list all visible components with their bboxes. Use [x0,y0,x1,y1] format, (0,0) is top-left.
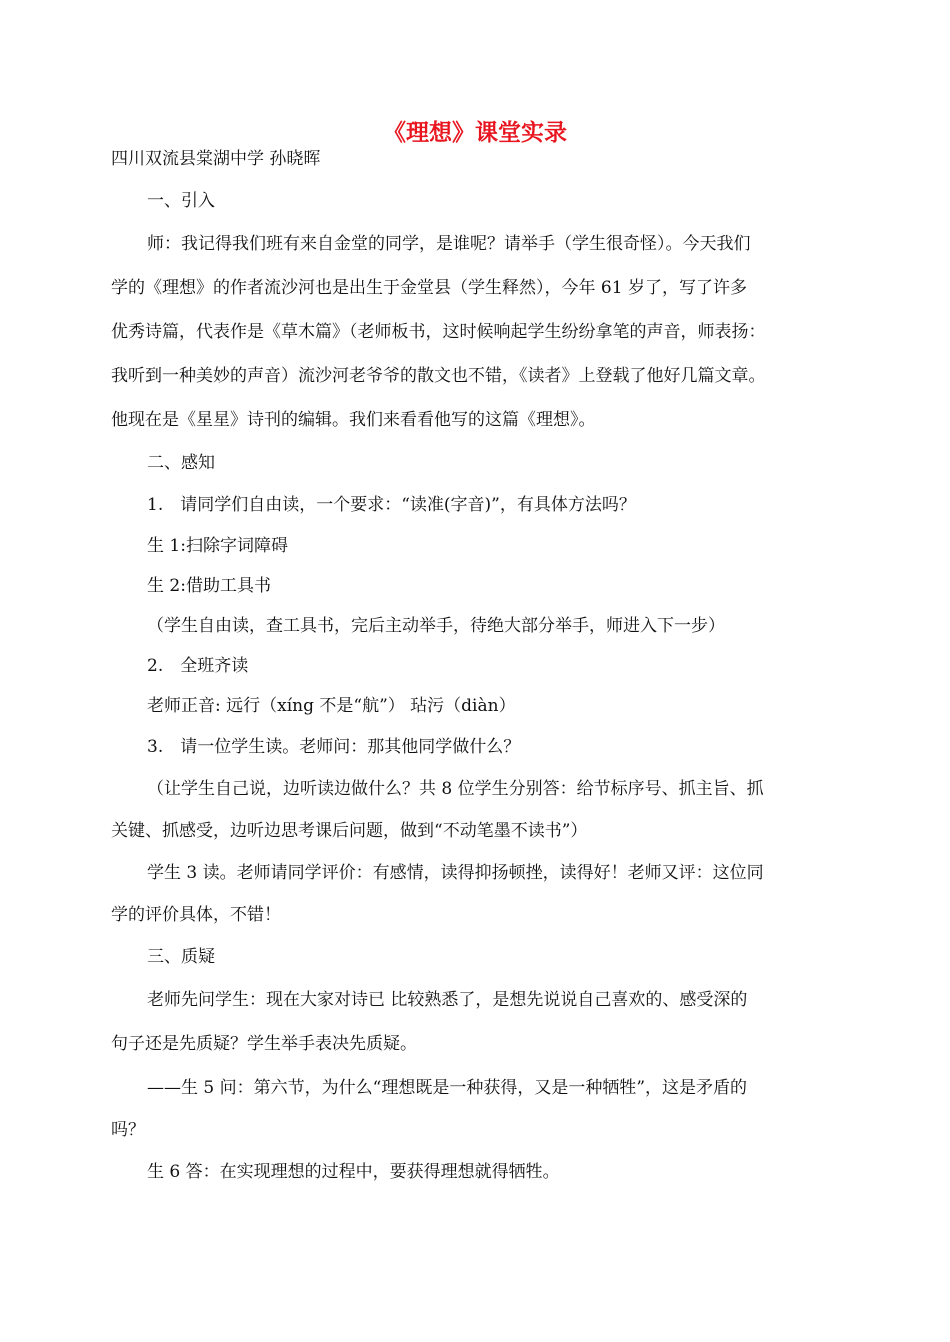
author-line: 四川双流县棠湖中学 孙晓晖 [111,149,321,169]
paragraph-line: 句子还是先质疑？学生举手表决先质疑。 [111,1034,417,1054]
section-heading-perception: 二、感知 [147,453,215,473]
paragraph-line: 优秀诗篇，代表作是《草木篇》（老师板书，这时候响起学生纷纷拿笔的声音，师表扬： [111,322,766,342]
paragraph-line: （学生自由读，查工具书，完后主动举手，待绝大部分举手，师进入下一步） [147,616,725,636]
paragraph-line: 学生 3 读。老师请同学评价：有感情，读得抑扬顿挫，读得好！老师又评：这位同 [147,863,764,883]
paragraph-line: 生 1:扫除字词障碍 [147,536,288,556]
section-heading-questioning: 三、质疑 [147,947,215,967]
section-heading-intro: 一、引入 [147,191,215,211]
paragraph-line: 老师先问学生：现在大家对诗已 比较熟悉了，是想先说说自己喜欢的、感受深的 [147,990,748,1010]
paragraph-line: 关键、抓感受，边听边思考课后问题，做到“不动笔墨不读书”） [111,821,588,841]
paragraph-line: （让学生自己说，边听读边做什么？共 8 位学生分别答：给节标序号、抓主旨、抓 [147,779,764,799]
paragraph-line: 1. 请同学们自由读，一个要求：“读准(字音)”，有具体方法吗？ [147,495,636,515]
paragraph-line: 学的评价具体，不错！ [111,905,281,925]
paragraph-line: 3. 请一位学生读。老师问：那其他同学做什么？ [147,737,521,757]
paragraph-line: 吗？ [111,1120,145,1140]
paragraph-line: 生 6 答：在实现理想的过程中，要获得理想就得牺牲。 [147,1162,560,1182]
paragraph-line: 学的《理想》的作者流沙河也是出生于金堂县（学生释然），今年 61 岁了，写了许多 [111,278,747,298]
paragraph-line: 师：我记得我们班有来自金堂的同学，是谁呢？请举手（学生很奇怪）。今天我们 [147,234,751,254]
document-body [111,180,856,1194]
paragraph-line: ——生 5 问：第六节，为什么“理想既是一种获得，又是一种牺牲”，这是矛盾的 [147,1078,748,1098]
paragraph-line: 我听到一种美妙的声音）流沙河老爷爷的散文也不错，《读者》上登载了他好几篇文章。 [111,366,766,386]
paragraph-line: 2. 全班齐读 [147,656,249,676]
paragraph-line: 生 2:借助工具书 [147,576,271,596]
paragraph-line: 他现在是《星星》诗刊的编辑。我们来看看他写的这篇《理想》。 [111,410,596,430]
paragraph-line: 老师正音: 远行（xíng 不是“航”） 玷污（diàn） [147,696,516,716]
document-title: 《理想》课堂实录 [383,119,567,146]
